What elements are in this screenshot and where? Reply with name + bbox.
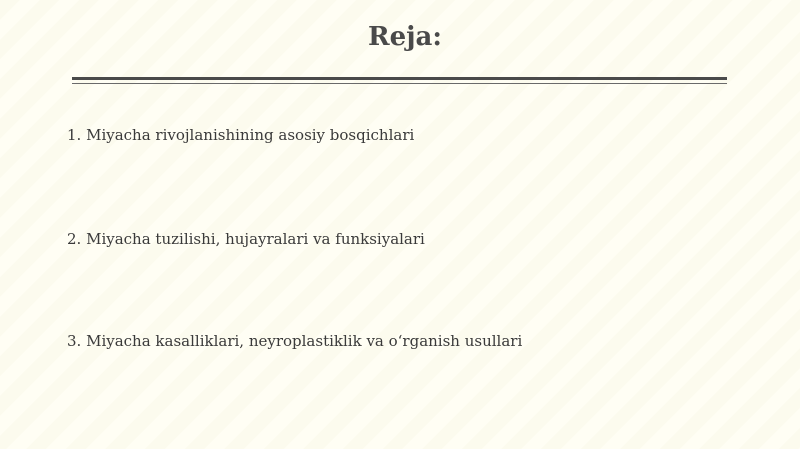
plan-item-3: 3. Miyacha kasalliklari, neyroplastiklik va o‘rganish usullari <box>67 332 523 350</box>
slide-title: Reja: <box>367 22 442 52</box>
plan-item-2: 2. Miyacha tuzilishi, hujayralari va funksiyalari <box>67 230 425 248</box>
plan-item-1: 1. Miyacha rivojlanishining asosiy bosqichlari <box>67 126 415 144</box>
title-divider-thin <box>72 83 727 84</box>
title-divider-thick <box>72 77 727 80</box>
